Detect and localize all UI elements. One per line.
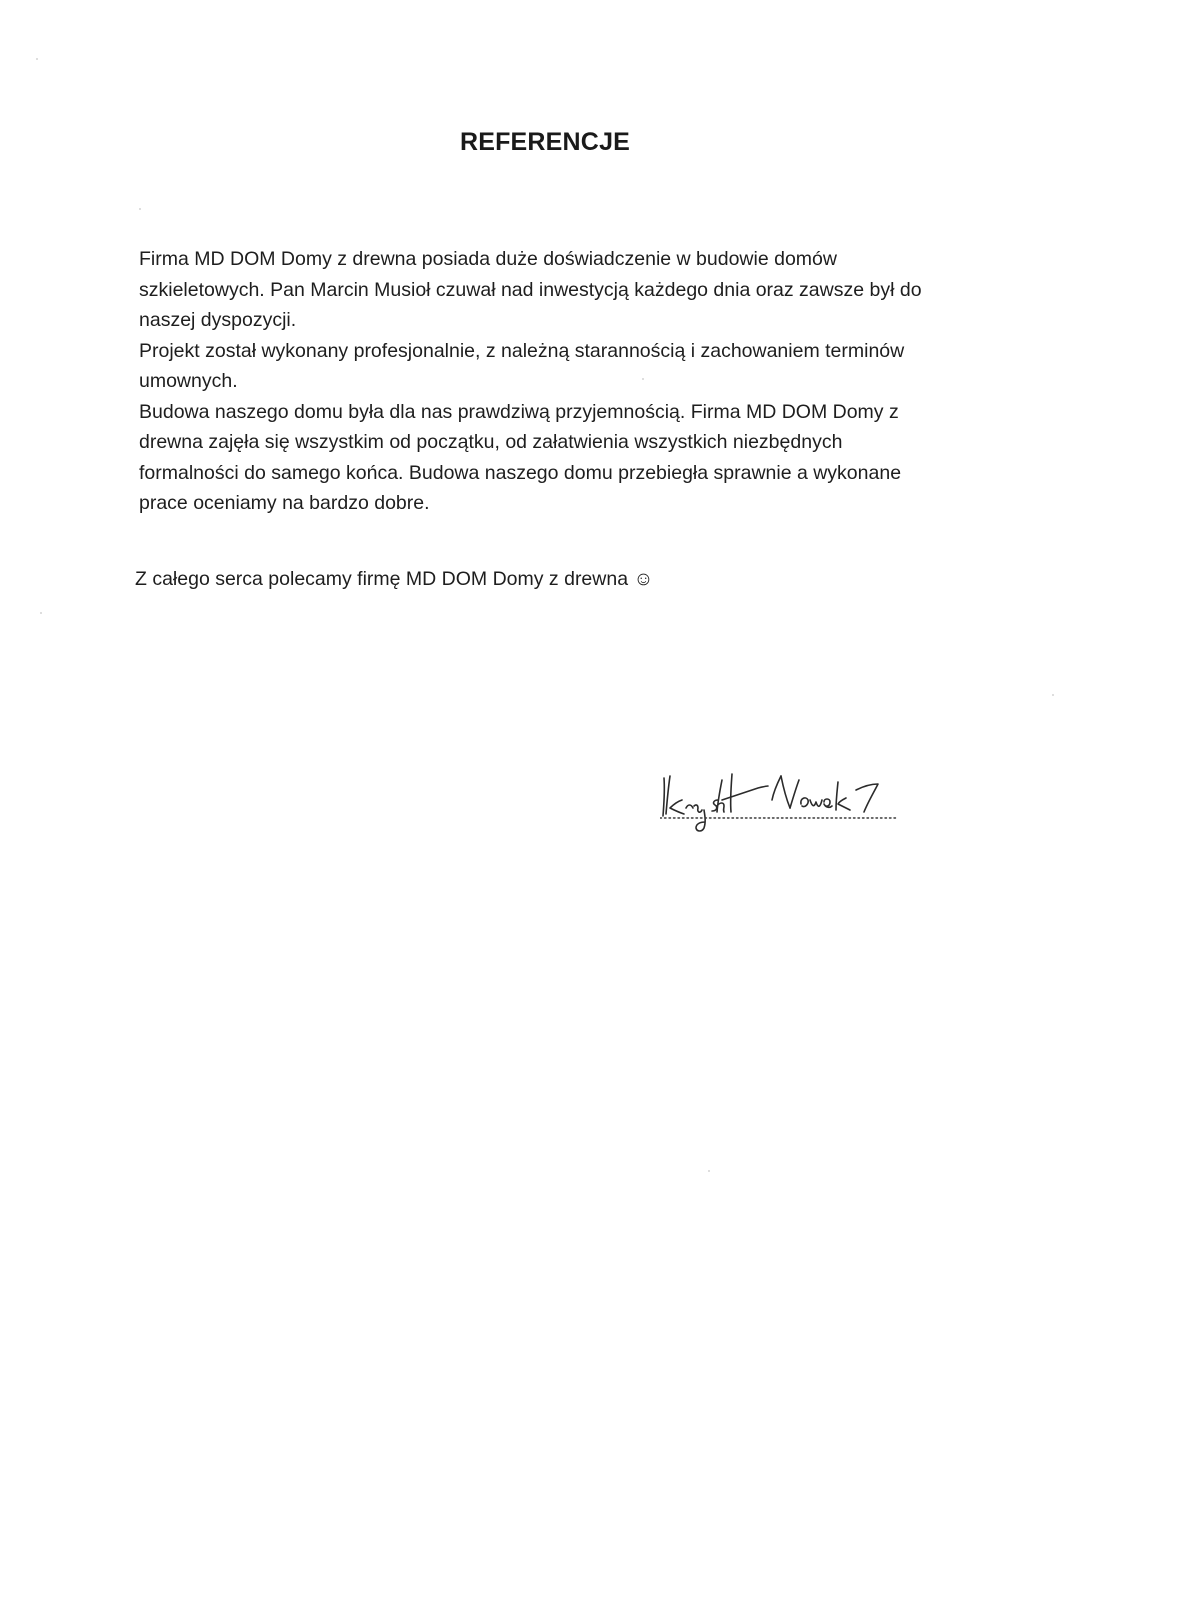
scan-speck <box>139 208 141 210</box>
paragraph-line: Budowa naszego domu była dla nas prawdziwą przyjemnością. Firma MD DOM Domy z <box>139 400 899 423</box>
closing-sentence: Z całego serca polecamy firmę MD DOM Domy z drewna ☺ <box>135 568 654 590</box>
paragraph-line: szkieletowych. Pan Marcin Musioł czuwał nad inwestycją każdego dnia oraz zawsze był do <box>139 278 922 301</box>
body-paragraph <box>139 244 1019 519</box>
scan-speck <box>40 612 42 614</box>
scan-speck <box>642 378 644 380</box>
paragraph-line: Projekt został wykonany profesjonalnie, z należną starannością i zachowaniem terminów <box>139 339 905 362</box>
paragraph-line: formalności do samego końca. Budowa naszego domu przebiegła sprawnie a wykonane <box>139 461 902 484</box>
paragraph-line: drewna zajęła się wszystkim od początku, od załatwienia wszystkich niezbędnych <box>139 431 843 453</box>
paragraph-line: prace oceniamy na bardzo dobre. <box>139 492 430 514</box>
scan-speck <box>36 58 38 60</box>
scan-speck <box>1052 694 1054 696</box>
paragraph-line: Firma MD DOM Domy z drewna posiada duże doświadczenie w budowie domów <box>139 248 837 270</box>
handwritten-signature <box>660 770 920 860</box>
paragraph-line: naszej dyspozycji. <box>139 309 297 331</box>
document-title: REFERENCJE <box>459 128 631 156</box>
scan-speck <box>708 1170 710 1172</box>
paragraph-line: umownych. <box>139 370 238 392</box>
